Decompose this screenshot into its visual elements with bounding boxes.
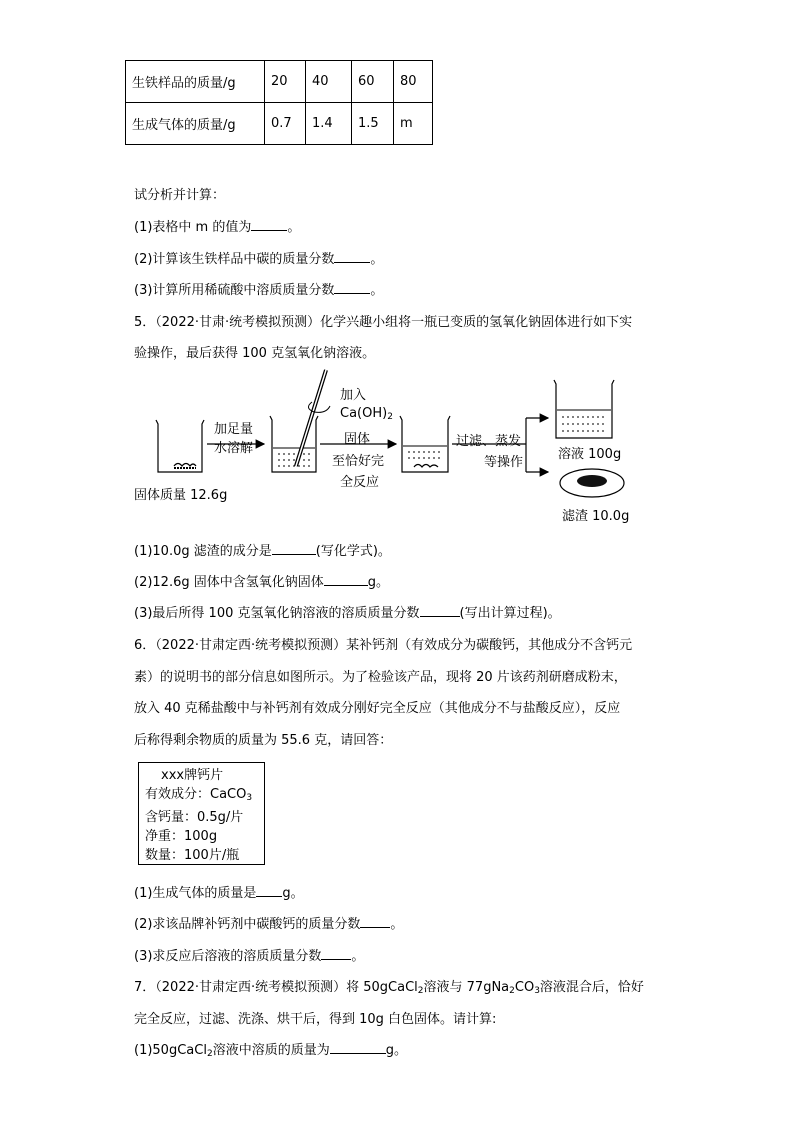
q7-sub-2: 2 — [509, 986, 515, 996]
step1-label-bottom: 水溶解 — [214, 441, 254, 456]
q7-part1 — [134, 1039, 407, 1059]
q6-stem-line1: 6．（2022·甘肃定西·统考模拟预测）某补钙剂（有效成分为碳酸钙，其他成分不含钙元 — [134, 638, 633, 653]
q7-stem-line1 — [134, 976, 644, 996]
add-label-1: 加入 — [340, 388, 367, 403]
product-ingredient — [145, 785, 264, 808]
q4-part2-end: 。 — [370, 252, 384, 267]
q7-text-a: 7．（2022·甘肃定西·统考模拟预测）将 50gCaCl — [134, 980, 418, 995]
q4-part3 — [134, 279, 383, 298]
q6-part2 — [134, 913, 403, 932]
answer-blank[interactable] — [321, 947, 351, 960]
q6-part1-text: (1)生成气体的质量是 — [134, 886, 257, 901]
q4-intro: 试分析并计算： — [134, 188, 226, 203]
table-cell: 80 — [394, 61, 433, 103]
q4-part1-text: (1)表格中 m 的值为 — [134, 220, 252, 235]
table-cell: 0.7 — [265, 103, 306, 145]
beaker-icon — [554, 380, 614, 438]
q6-part3-text: (3)求反应后溶液的溶质质量分数 — [134, 949, 322, 964]
q7-part1-text-a: (1)50gCaCl — [134, 1043, 207, 1058]
q4-part1 — [134, 216, 300, 235]
q4-part2-text: (2)计算该生铁样品中碳的质量分数 — [134, 252, 335, 267]
ingredient-text: 有效成分：CaCO — [145, 787, 247, 802]
q5-part3 — [134, 602, 561, 621]
table-row — [126, 103, 433, 145]
beaker-icon — [156, 420, 204, 472]
add-formula-sub: 2 — [387, 412, 393, 422]
q5-stem-line2: 验操作，最后获得 100 克氢氧化钠溶液。 — [134, 346, 376, 361]
answer-blank[interactable] — [324, 573, 368, 586]
mass-table — [125, 60, 433, 145]
q7-part1-end: g。 — [385, 1043, 407, 1058]
product-net-weight: 净重：100g — [145, 829, 218, 844]
q5-stem-line1: 5．（2022·甘肃·统考模拟预测）化学兴趣小组将一瓶已变质的氢氧化钠固体进行如下实 — [134, 315, 633, 330]
solid-mass-label: 固体质量 12.6g — [134, 488, 228, 503]
q4-part2 — [134, 248, 383, 267]
q7-text-b: 溶液与 77gNa — [423, 980, 510, 995]
table-cell: m — [394, 103, 433, 145]
table-cell: 1.5 — [352, 103, 394, 145]
table-cell: 1.4 — [306, 103, 352, 145]
step1-label-top: 加足量 — [214, 422, 254, 437]
q7-stem-line2: 完全反应，过滤、洗涤、烘干后，得到 10g 白色固体。请计算: — [134, 1012, 497, 1027]
q5-part2 — [134, 571, 389, 590]
q6-part2-end: 。 — [390, 917, 404, 932]
product-quantity: 数量：100片/瓶 — [145, 848, 240, 863]
filter-residue-icon — [560, 469, 624, 497]
answer-blank[interactable] — [420, 604, 460, 617]
q4-part1-end: 。 — [287, 220, 301, 235]
q5-part1-end: (写化学式)。 — [315, 544, 391, 559]
q6-part1 — [134, 882, 304, 901]
q4-part3-end: 。 — [370, 283, 384, 298]
add-label-2 — [340, 406, 393, 422]
q6-stem-line4: 后称得剩余物质的质量为 55.6 克，请回答： — [134, 733, 393, 748]
q4-part3-text: (3)计算所用稀硫酸中溶质质量分数 — [134, 283, 335, 298]
q6-part3-end: 。 — [351, 949, 365, 964]
table-header-cell: 生成气体的质量/g — [126, 103, 265, 145]
answer-blank[interactable] — [334, 281, 370, 294]
beaker-icon — [400, 416, 450, 472]
q6-stem-line3: 放入 40 克稀盐酸中与补钙剂有效成分刚好完全反应（其他成分不与盐酸反应），反应 — [134, 701, 621, 716]
table-cell: 40 — [306, 61, 352, 103]
answer-blank[interactable] — [334, 250, 370, 263]
answer-blank[interactable] — [251, 218, 287, 231]
product-calcium: 含钙量：0.5g/片 — [145, 810, 244, 825]
q5-part2-end: g。 — [367, 575, 390, 590]
add-formula: Ca(OH) — [340, 406, 388, 421]
answer-blank[interactable] — [360, 915, 390, 928]
filter-label-2: 等操作 — [484, 455, 524, 470]
react-label-1: 至恰好完 — [332, 454, 385, 469]
q7-text-d: 溶液混合后，恰好 — [539, 980, 644, 995]
q5-part1-text: (1)10.0g 滤渣的成分是 — [134, 544, 272, 559]
stirring-rod-icon — [296, 370, 330, 466]
q6-stem-line2: 素）的说明书的部分信息如图所示。为了检验该产品，现将 20 片该药剂研磨成粉末， — [134, 670, 627, 685]
answer-blank[interactable] — [330, 1041, 386, 1054]
q7-sub-1: 2 — [417, 986, 424, 996]
table-row — [126, 61, 433, 103]
q6-part2-text: (2)求该品牌补钙剂中碳酸钙的质量分数 — [134, 917, 361, 932]
q7-part1-text-b: 溶液中溶质的质量为 — [212, 1043, 330, 1058]
react-label-2: 全反应 — [340, 475, 380, 490]
q6-part1-end: g。 — [282, 886, 304, 901]
table-cell: 60 — [352, 61, 394, 103]
product-label-box — [138, 762, 265, 865]
q5-part1 — [134, 540, 391, 559]
q7-part1-sub: 2 — [206, 1049, 213, 1059]
answer-blank[interactable] — [272, 542, 316, 555]
table-cell: 20 — [265, 61, 306, 103]
q7-text-c: CO — [514, 980, 535, 995]
answer-blank[interactable] — [256, 884, 282, 897]
q5-part3-end: (写出计算过程)。 — [459, 606, 561, 621]
residue-mass-label: 滤渣 10.0g — [562, 509, 630, 524]
q7-sub-3: 3 — [534, 986, 540, 996]
table-header-cell: 生铁样品的质量/g — [126, 61, 265, 103]
q5-part3-text: (3)最后所得 100 克氢氧化钠溶液的溶质质量分数 — [134, 606, 420, 621]
add-label-3: 固体 — [344, 432, 371, 447]
q6-part3 — [134, 945, 364, 964]
filter-label-1: 过滤、蒸发 — [456, 434, 522, 449]
solution-mass-label: 溶液 100g — [558, 447, 622, 462]
product-brand: xxx牌钙片 — [161, 768, 224, 783]
ingredient-sub: 3 — [246, 793, 253, 803]
q5-part2-text: (2)12.6g 固体中含氢氧化钠固体 — [134, 575, 324, 590]
